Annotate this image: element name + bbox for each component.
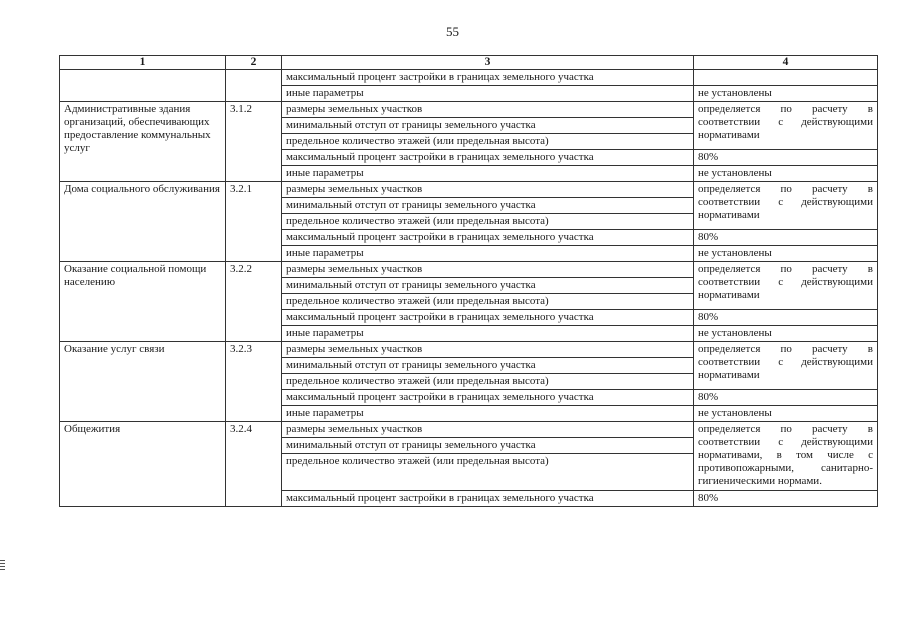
param-cell: размеры земельных участков xyxy=(282,262,694,278)
param-cell: максимальный процент застройки в границах земельного участка xyxy=(282,70,694,86)
header-col-3: 3 xyxy=(282,56,694,70)
group-name-cell: Оказание услуг связи xyxy=(60,342,226,422)
regulations-table xyxy=(59,55,878,507)
value-cell: 80% xyxy=(694,230,878,246)
param-cell: размеры земельных участков xyxy=(282,182,694,198)
group-code-cell: 3.2.3 xyxy=(226,342,282,422)
value-cell: не установлены xyxy=(694,86,878,102)
param-cell: иные параметры xyxy=(282,86,694,102)
group-code-cell: 3.1.2 xyxy=(226,102,282,182)
param-cell: размеры земельных участков xyxy=(282,422,694,438)
value-cell: определяется по расчету в соответствии с действующими нормативами, в том числе с противопожарными, санитарно-гигиеническими нормами. xyxy=(694,422,878,491)
param-cell: иные параметры xyxy=(282,406,694,422)
group-name-cell: Оказание социальной помощи населению xyxy=(60,262,226,342)
param-cell: предельное количество этажей (или предельная высота) xyxy=(282,294,694,310)
param-cell: иные параметры xyxy=(282,326,694,342)
value-cell: определяется по расчету в соответствии с действующими нормативами xyxy=(694,182,878,230)
table-row xyxy=(60,102,878,118)
value-cell: определяется по расчету в соответствии с действующими нормативами xyxy=(694,342,878,390)
param-cell: максимальный процент застройки в границах земельного участка xyxy=(282,310,694,326)
group-code-cell: 3.2.2 xyxy=(226,262,282,342)
table-row xyxy=(60,342,878,358)
param-cell: максимальный процент застройки в границах земельного участка xyxy=(282,390,694,406)
value-cell: 80% xyxy=(694,150,878,166)
group-code-cell: 3.2.1 xyxy=(226,182,282,262)
param-cell: предельное количество этажей (или предельная высота) xyxy=(282,134,694,150)
table-header-row xyxy=(60,56,878,70)
continuation-name-cell xyxy=(60,70,226,102)
table-row xyxy=(60,70,878,86)
param-cell: размеры земельных участков xyxy=(282,102,694,118)
param-cell: размеры земельных участков xyxy=(282,342,694,358)
value-cell: не установлены xyxy=(694,406,878,422)
header-col-4: 4 xyxy=(694,56,878,70)
value-cell: не установлены xyxy=(694,246,878,262)
value-cell xyxy=(694,70,878,86)
param-cell: максимальный процент застройки в границах земельного участка xyxy=(282,150,694,166)
header-col-1: 1 xyxy=(60,56,226,70)
page-number: 55 xyxy=(446,24,459,39)
header-col-2: 2 xyxy=(226,56,282,70)
value-cell: не установлены xyxy=(694,166,878,182)
param-cell: минимальный отступ от границы земельного участка xyxy=(282,118,694,134)
param-cell: минимальный отступ от границы земельного участка xyxy=(282,438,694,454)
param-cell: минимальный отступ от границы земельного участка xyxy=(282,278,694,294)
param-cell: максимальный процент застройки в границах земельного участка xyxy=(282,230,694,246)
value-cell: определяется по расчету в соответствии с действующими нормативами xyxy=(694,262,878,310)
group-name-cell: Общежития xyxy=(60,422,226,507)
param-cell: минимальный отступ от границы земельного участка xyxy=(282,358,694,374)
param-cell: иные параметры xyxy=(282,166,694,182)
param-cell: предельное количество этажей (или предельная высота) xyxy=(282,374,694,390)
param-cell: предельное количество этажей (или предельная высота) xyxy=(282,454,694,491)
continuation-code-cell xyxy=(226,70,282,102)
table-row xyxy=(60,182,878,198)
scan-edge-marks xyxy=(0,560,5,572)
group-name-cell: Административные здания организаций, обеспечивающих предоставление коммунальных услуг xyxy=(60,102,226,182)
group-code-cell: 3.2.4 xyxy=(226,422,282,507)
param-cell: иные параметры xyxy=(282,246,694,262)
table-row xyxy=(60,262,878,278)
value-cell: не установлены xyxy=(694,326,878,342)
param-cell: предельное количество этажей (или предельная высота) xyxy=(282,214,694,230)
value-cell: определяется по расчету в соответствии с действующими нормативами xyxy=(694,102,878,150)
value-cell: 80% xyxy=(694,310,878,326)
value-cell: 80% xyxy=(694,491,878,507)
param-cell: минимальный отступ от границы земельного участка xyxy=(282,198,694,214)
param-cell: максимальный процент застройки в границах земельного участка xyxy=(282,491,694,507)
group-name-cell: Дома социального обслуживания xyxy=(60,182,226,262)
table-row xyxy=(60,422,878,438)
value-cell: 80% xyxy=(694,390,878,406)
